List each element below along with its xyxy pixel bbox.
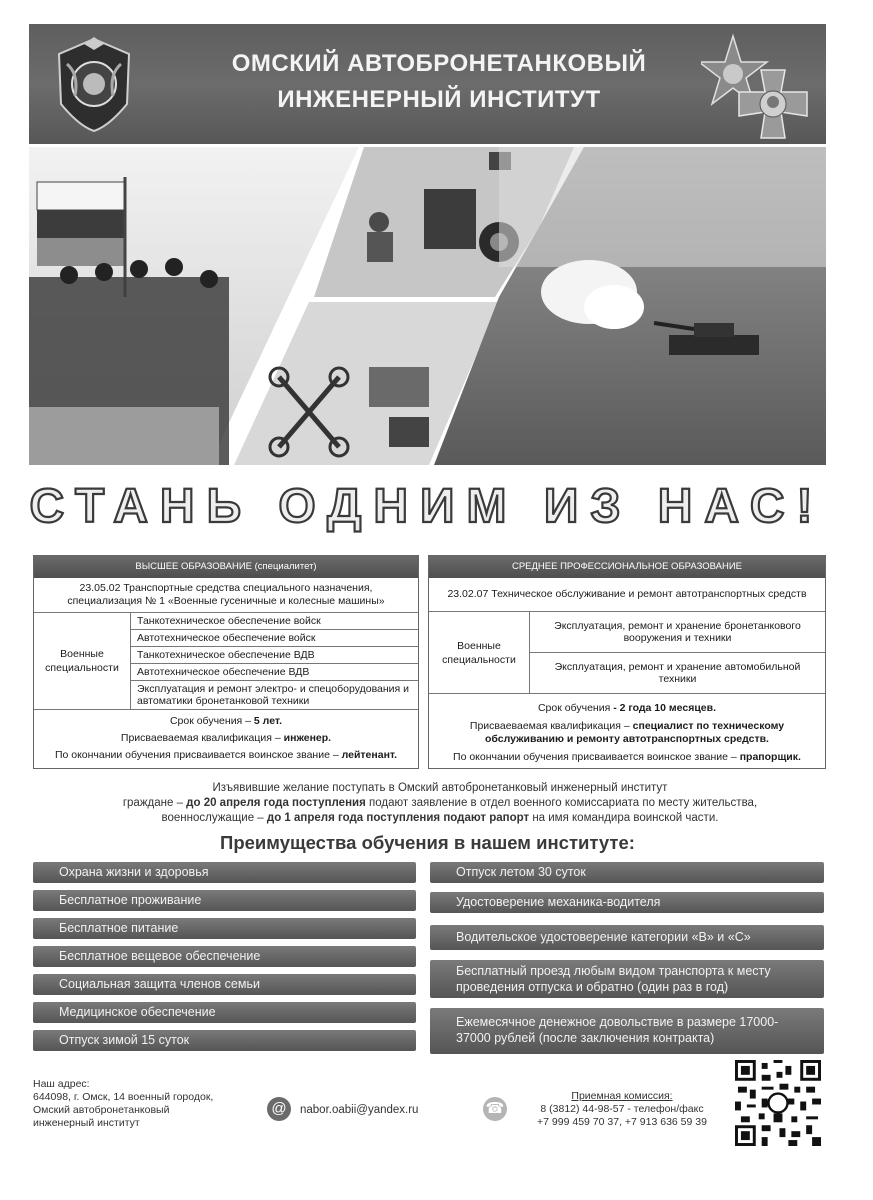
institute-title [179, 46, 699, 118]
advantage-item: Отпуск летом 30 суток [430, 862, 824, 883]
specialty-line: 23.05.02 Транспортные средства специального назначения, [79, 582, 373, 594]
secondary-education-notes [429, 700, 825, 766]
secondary-education-table [428, 555, 826, 769]
address-line: инженерный институт [33, 1117, 140, 1129]
rank-note: По окончании обучения присваивается воинское звание – лейтенант. [54, 749, 398, 761]
advantage-item: Отпуск зимой 15 суток [33, 1030, 416, 1051]
slogan-banner [29, 475, 826, 535]
specialty-row: Танкотехническое обеспечение ВДВ [131, 647, 418, 664]
advantage-item: Бесплатный проезд любым видом транспорта к месту проведения отпуска и обратно (один раз в год) [430, 960, 824, 998]
specialty-row: Автотехническое обеспечение ВДВ [131, 664, 418, 681]
notice-line: военнослужащие – до 1 апреля года поступления подают рапорт на имя командира воинской части. [161, 812, 719, 824]
qualification-note: Присваеваемая квалификация – инженер. [120, 732, 332, 744]
military-specialties [429, 612, 825, 694]
phone-icon: ☎ [483, 1097, 507, 1121]
photo-collage [29, 147, 826, 465]
institute-emblem-icon [49, 34, 139, 134]
address-line: 644098, г. Омск, 14 военный городок, [33, 1091, 214, 1103]
specialty-row: Автотехническое обеспечение войск [131, 630, 418, 647]
specialty-line: специализация № 1 «Военные гусеничные и колесные машины» [67, 595, 385, 607]
specialty-row: Эксплуатация и ремонт электро- и спецоборудования и автоматики бронетанковой техники [137, 683, 409, 707]
email-link[interactable]: nabor.oabii@yandex.ru [300, 1104, 419, 1116]
secondary-education-specialty: 23.02.07 Техническое обслуживание и ремонт автотранспортных средств [429, 578, 825, 612]
phone-line: +7 999 459 70 37, +7 913 636 59 39 [537, 1116, 707, 1128]
commission-label: Приемная комиссия: [571, 1090, 673, 1102]
advantage-item: Водительское удостоверение категории «В» и «С» [430, 925, 824, 950]
higher-education-heading: ВЫСШЕЕ ОБРАЗОВАНИЕ (специалитет) [34, 556, 418, 578]
contacts-block [522, 1090, 722, 1129]
phone-line: 8 (3812) 44-98-57 - телефон/факс [540, 1103, 704, 1115]
title-line-2: ИНЖЕНЕРНЫЙ ИНСТИТУТ [277, 86, 601, 113]
notice-line: Изъявившие желание поступать в Омский автобронетанковый инженерный институт [212, 782, 668, 794]
notice-line: граждане – до 20 апреля года поступления подают заявление в отдел военного комиссариата по месту жительства, [122, 797, 758, 809]
slogan-text: СТАНЬ ОДНИМ ИЗ НАС! [29, 480, 825, 533]
advantage-item: Охрана жизни и здоровья [33, 862, 416, 883]
higher-education-notes [34, 713, 418, 764]
address-line: Омский автобронетанковый [33, 1104, 170, 1116]
rank-note: По окончании обучения присваивается воинское звание – прапорщик. [453, 751, 801, 763]
duration-note: Срок обучения - 2 года 10 месяцев. [537, 702, 717, 714]
admission-notice [60, 781, 820, 826]
advantage-item: Социальная защита членов семьи [33, 974, 416, 995]
order-star-icon [701, 32, 811, 140]
advantage-item: Бесплатное вещевое обеспечение [33, 946, 416, 967]
higher-education-specialty [34, 578, 418, 613]
higher-education-table [33, 555, 419, 769]
advantage-item: Бесплатное проживание [33, 890, 416, 911]
military-specialties-label: Военные специальности [429, 612, 530, 693]
military-specialties [34, 613, 418, 710]
advantages-title: Преимущества обучения в нашем институте: [220, 832, 635, 853]
email-icon: @ [267, 1097, 291, 1121]
advantage-item: Ежемесячное денежное довольствие в размере 17000-37000 рублей (после заключения контракта) [430, 1008, 824, 1054]
address-block [33, 1078, 253, 1130]
qr-code-icon[interactable] [735, 1060, 821, 1146]
header-banner [29, 24, 826, 144]
military-specialties-label: Военные специальности [34, 613, 131, 709]
specialty-row: Танкотехническое обеспечение войск [131, 613, 418, 630]
title-line-1: ОМСКИЙ АВТОБРОНЕТАНКОВЫЙ [231, 50, 647, 77]
advantage-item: Удостоверение механика-водителя [430, 892, 824, 913]
duration-note: Срок обучения – 5 лет. [169, 715, 283, 727]
specialty-row: Эксплуатация, ремонт и хранение автомобильной техники [554, 661, 801, 685]
qualification-note: Присваеваемая квалификация – специалист по техническому обслуживанию и ремонту автотранспортных средств. [469, 720, 785, 745]
address-label: Наш адрес: [33, 1078, 90, 1090]
advantage-item: Медицинское обеспечение [33, 1002, 416, 1023]
specialty-row: Эксплуатация, ремонт и хранение бронетанкового вооружения и техники [530, 612, 825, 653]
secondary-education-heading: СРЕДНЕЕ ПРОФЕССИОНАЛЬНОЕ ОБРАЗОВАНИЕ [429, 556, 825, 578]
advantage-item: Бесплатное питание [33, 918, 416, 939]
